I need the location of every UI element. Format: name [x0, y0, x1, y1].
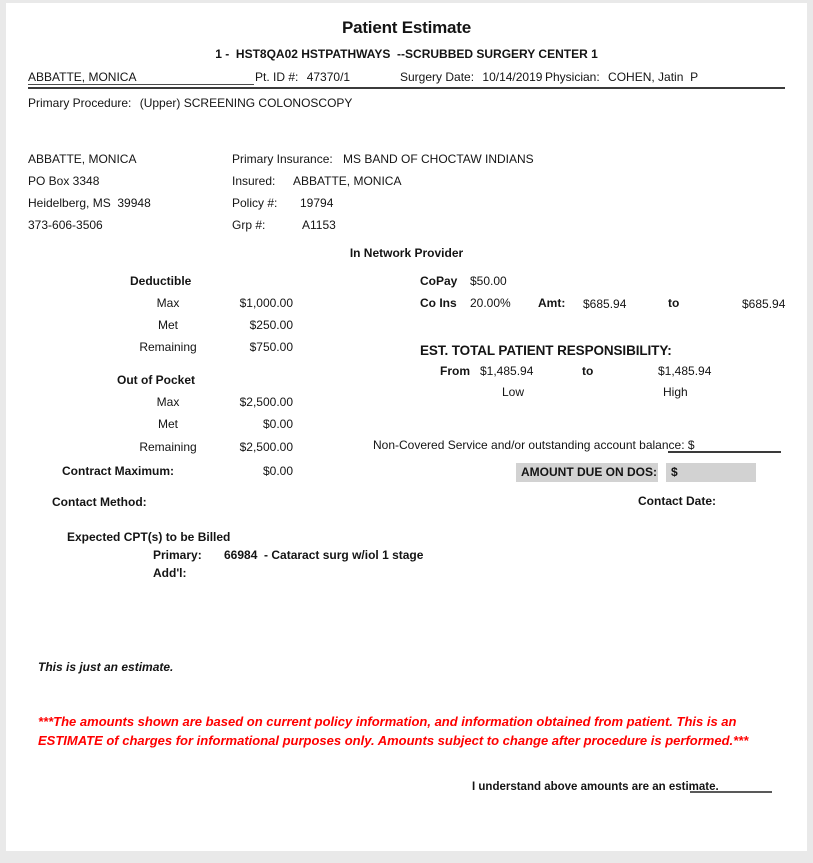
contact-date-label: Contact Date:: [638, 494, 717, 508]
deductible-met-label: Met: [157, 318, 178, 332]
coins-amt-low: $685.94: [583, 297, 627, 311]
deductible-remaining-label: Remaining: [139, 340, 197, 354]
surgery-date-field: [400, 70, 542, 84]
oop-met-value: $0.00: [262, 417, 293, 431]
patient-name-underline: [28, 84, 254, 85]
est-low-label: Low: [502, 385, 525, 399]
cpt-primary-label: Primary:: [153, 548, 202, 562]
policy-number-value: 19794: [300, 196, 334, 210]
network-section-title: In Network Provider: [349, 246, 464, 260]
contract-maximum-label: Contract Maximum:: [62, 464, 175, 478]
contract-maximum-value: $0.00: [262, 464, 293, 478]
coins-amt-label: Amt:: [538, 296, 566, 310]
oop-met-label: Met: [157, 417, 178, 431]
insured-value: ABBATTE, MONICA: [293, 174, 402, 188]
non-covered-balance-label: Non-Covered Service and/or outstanding account balance: $: [373, 438, 695, 452]
amount-due-value-field[interactable]: $: [666, 463, 756, 482]
physician-value: COHEN, Jatin P: [608, 70, 699, 84]
oop-max-label: Max: [156, 395, 180, 409]
patient-name-header: ABBATTE, MONICA: [28, 70, 137, 84]
primary-insurance-label: Primary Insurance:: [232, 152, 333, 166]
est-from-label: From: [440, 364, 470, 378]
acknowledgement-text: I understand above amounts are an estimate.: [472, 781, 719, 793]
coins-amt-high: $685.94: [742, 297, 786, 311]
group-number-value: A1153: [302, 218, 336, 232]
non-covered-balance-field[interactable]: [668, 439, 781, 453]
patient-name: ABBATTE, MONICA: [28, 152, 137, 166]
facility-line: 1 - HST8QA02 HSTPATHWAYS --SCRUBBED SURGERY CENTER 1: [215, 47, 598, 61]
coins-to-label: to: [668, 296, 680, 310]
primary-procedure-value: (Upper) SCREENING COLONOSCOPY: [139, 96, 353, 110]
oop-max-value: $2,500.00: [239, 395, 293, 409]
copay-value: $50.00: [470, 274, 507, 288]
disclaimer-text: ***The amounts shown are based on current policy information, and information obtained from patient. This is an ESTIMATE of charges for informational purposes only. Amounts subject to change after procedure is performed.***: [38, 714, 749, 748]
est-total-title: EST. TOTAL PATIENT RESPONSIBILITY:: [420, 343, 672, 358]
contact-method-label: Contact Method:: [52, 495, 147, 509]
patient-address-line1: PO Box 3348: [28, 174, 100, 188]
est-to-value: $1,485.94: [658, 364, 712, 378]
group-number-label: Grp #:: [232, 218, 266, 232]
cpt-primary-value: 66984 - Cataract surg w/iol 1 stage: [224, 548, 424, 562]
primary-procedure-label: Primary Procedure:: [28, 96, 132, 110]
oop-remaining-label: Remaining: [139, 440, 197, 454]
primary-procedure-field: [28, 96, 352, 110]
patient-phone: 373-606-3506: [28, 218, 103, 232]
header-divider: [28, 87, 785, 89]
page-title: Patient Estimate: [341, 18, 472, 37]
surgery-date-value: 10/14/2019: [482, 70, 543, 84]
cpt-section-title: Expected CPT(s) to be Billed: [67, 530, 231, 544]
copay-label: CoPay: [420, 274, 458, 288]
estimate-note: This is just an estimate.: [38, 660, 174, 674]
deductible-met-value: $250.00: [249, 318, 293, 332]
est-high-label: High: [663, 385, 688, 399]
physician-label: Physician:: [545, 70, 600, 84]
patient-id-value: 47370/1: [306, 70, 351, 84]
coins-label: Co Ins: [420, 296, 457, 310]
policy-number-label: Policy #:: [232, 196, 278, 210]
deductible-title: Deductible: [130, 274, 192, 288]
deductible-max-label: Max: [156, 296, 180, 310]
deductible-remaining-value: $750.00: [249, 340, 293, 354]
signature-line[interactable]: [690, 780, 772, 793]
amount-due-label: AMOUNT DUE ON DOS:: [516, 463, 658, 482]
insured-label: Insured:: [232, 174, 276, 188]
patient-address-line2: Heidelberg, MS 39948: [28, 196, 151, 210]
cpt-addl-label: Add'l:: [153, 566, 187, 580]
est-from-value: $1,485.94: [480, 364, 534, 378]
oop-remaining-value: $2,500.00: [239, 440, 293, 454]
surgery-date-label: Surgery Date:: [400, 70, 475, 84]
patient-id-label: Pt. ID #:: [255, 70, 299, 84]
oop-title: Out of Pocket: [117, 373, 196, 387]
coins-value: 20.00%: [470, 296, 511, 310]
patient-id-field: [255, 70, 350, 84]
deductible-max-value: $1,000.00: [239, 296, 293, 310]
physician-field: [545, 70, 698, 84]
est-to-label: to: [582, 364, 594, 378]
primary-insurance-value: MS BAND OF CHOCTAW INDIANS: [343, 152, 534, 166]
